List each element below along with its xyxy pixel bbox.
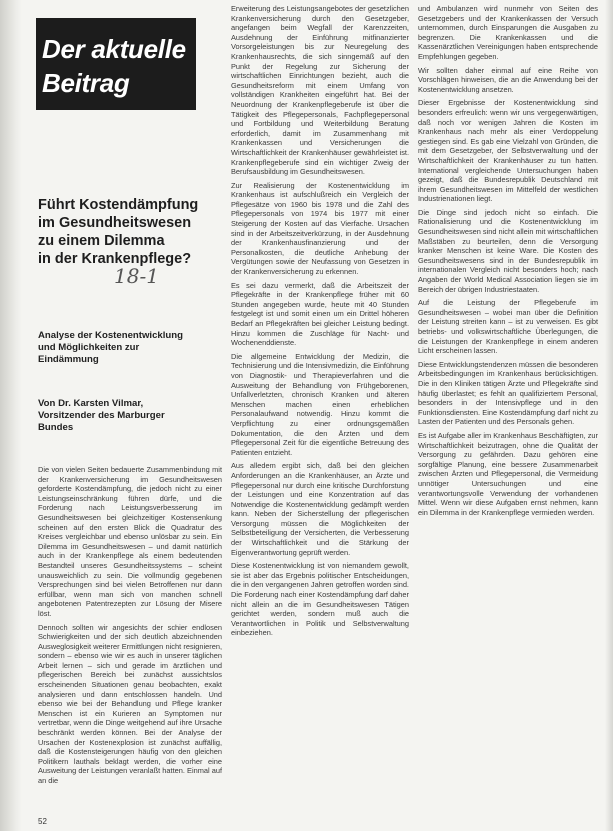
paragraph: Wir sollten daher einmal auf eine Reihe von Vorschlägen hinweisen, die an die Anwendung bei der Kostenentwicklung ansetzen. [418,65,598,94]
headline-line: in der Krankenpflege? [38,251,192,267]
text-column-left [38,465,222,817]
author-byline [38,398,228,434]
banner-line-2: Beitrag [42,68,130,98]
headline-line: Führt Kostendämpfung [38,197,199,213]
paragraph: Diese Kostenentwicklung ist von niemandem gewollt, sie ist aber das Ergebnis politischer Entscheidungen, die in den vergangenen Jahren getroffen worden sind. Die Forderung nach einer Kostendämpfung darf daher nicht allein an die im Gesundheitswesen Tätigen gerichtet werden, sondern muß auch die Verantwortlichen in Politik und Selbstverwaltung einbeziehen. [231,561,409,638]
handwritten-note: 18-1 [114,264,159,288]
paragraph: und Ambulanzen wird nunmehr von Seiten des Gesetzgebers und der Krankenkassen der Versuch unternommen, durch Einsparungen die Ausgaben zu begrenzen. Die Krankenkassen und die Kassenärztlichen Vereinigungen haben entsprechende Empfehlungen gegeben. [418,4,598,61]
headline-line: im Gesundheitswesen [38,215,192,231]
paragraph: Die Dinge sind jedoch nicht so einfach. Die Rationalisierung und die Kostenentwicklung im Gesundheitswesen sind nicht allein mit wirtschaftlichen Maßstäben zu beurteilen, denn die Versorgung kranker Menschen ist keine Ware. Die Kosten des Gesundheitswesens sind in der Bundesrepublik im internationalen Vergleich nicht besonders hoch; nach Angaben der World Medical Association liegen sie im Bereich der übrigen Industriestaaten. [418,207,598,294]
paragraph: Es sei dazu vermerkt, daß die Arbeitszeit der Pflegekräfte in der Krankenpflege früher mit 60 Stunden angegeben wurde, heute mit 40 Stunden festgelegt ist und somit einen um ein Drittel höheren Bedarf an Pflegekräften bei gleicher Leistung bedingt. Hinzu kommen die Zuschläge für Nacht- und Wochenenddienste. [231,280,409,348]
article-subhead [38,330,228,366]
paragraph: Die von vielen Seiten bedauerte Zusammenbindung mit der Krankenversicherung im Gesundheitswesen geforderte Kostendämpfung, die jedoch nicht zu einer Leistungseinschränkung führen dürfe, und die Forderung nach Leistungsverbesserung im Gesundheitswesen bei gleichzeitiger Kostensenkung scheinen auf den ersten Blick die Quadratur des Kreises vergleichbar und ebenso unlösbar zu sein. Ein Dilemma im Gesundheitswesen – und damit natürlich auch in der Krankenpflege als einem bedeutenden Bestandteil unseres Gesundheitssystems – scheint unausweichlich zu sein. Die vollmundig gegebenen Versprechungen sind bei vielen Betroffenen nur dann erfüllbar, wenn man sich von manchen schnell angebotenen Patentrezepten zur Lösung der Misere löst. [38,465,222,618]
paragraph: Diese Entwicklungstendenzen müssen die besonderen Arbeitsbedingungen im Krankenhaus berücksichtigen. Die in den Kliniken tätigen Ärzte und Pflegekräfte sind häufig überlastet; es fehlt an qualifiziertem Personal, besonders in der Intensivpflege und in den Funktionsdiensten. Eine Kostendämpfung darf nicht zu Lasten der Patienten und des Personals gehen. [418,359,598,427]
paragraph: Dennoch sollten wir angesichts der schier endlosen Schwierigkeiten und der sich deutlich abzeichnenden Ausweglosigkeit weiterer Ermittlungen nicht resignieren, sondern – ebenso wie wir es auch in unserer täglichen Arbeit lernen – sich und gerade im ärztlichen und pflegerischen Bereich bei zunächst aussichtslos erscheinenden Situationen genau beobachten, exakt analysieren und dann entschlossen handeln. Und ebenso wie bei der Behandlung und Pflege kranker Menschen ist ein Kurieren an Symptomen nur vertretbar, wenn die Dinge weitgehend auf ihre Ursache beschränkt werden können. Bei der Analyse der Ursachen der Kostenexplosion ist zunächst auffällig, daß die Kostensteigerungen häufig von den gleichen Politikern lauthals beklagt werden, die vorher eine Ausweitung der Leistungen veranlaßt hatten. Einmal auf an die [38,622,222,785]
subhead-line: Analyse der Kostenentwicklung [38,330,184,341]
paragraph: Auf die Leistung der Pflegeberufe im Gesundheitswesen – wobei man über die Definition der Leistung streiten kann – ist zu verweisen. Es gibt betriebs- und volkswirtschaftliche Überlegungen, die die Leistungen der Krankenpflege in einem anderen Licht erscheinen lassen. [418,298,598,356]
section-banner [36,18,196,110]
byline-line: Vorsitzender des Marburger [38,410,165,421]
paragraph: Aus alledem ergibt sich, daß bei den gleichen Anforderungen an die Krankenhäuser, an Ärzte und Pflegepersonal nur durch eine kritische Durchforstung der Leistungen und eine Konzentration auf das Notwendige die Kostenentwicklung gedämpft werden kann. Neben der Sicherstellung der pflegerischen Versorgung müssen die Möglichkeiten der Selbstbeteiligung der Versicherten, die Verbesserung der Wirtschaftlichkeit und die Stärkung der Eigenverantwortung geprüft werden. [231,461,409,557]
paragraph: Die allgemeine Entwicklung der Medizin, die Technisierung und die Intensivmedizin, die Einführung von Diagnostik- und Therapieverfahren und die Ausweitung der Behandlung von Frühgeborenen, Unfallverletzten, chronisch Kranken und älteren Menschen machen einen erheblichen Personalaufwand notwendig. Hinzu kommt die Verpflichtung zu einer ordnungsgemäßen Dokumentation, die den Ärzten und dem Pflegepersonal Zeit für die eigentliche Betreuung des Patienten entzieht. [231,351,409,457]
subhead-line: und Möglichkeiten zur [38,342,140,353]
banner-line-1: Der aktuelle [42,34,186,64]
paragraph: Dieser Ergebnisse der Kostenentwicklung sind besonders erfreulich: wenn wir uns vergegenwärtigen, daß noch vor wenigen Jahren die Kosten im Krankenhaus nach mehr als einer Verdoppelung gestiegen sind. Es gab eine Vielzahl von Gründen, die mit dem Gesetzgeber, der Selbstverwaltung und der Wirtschaftlichkeit der Krankenhäuser zu tun hatten. International vergleichende Untersuchungen haben gezeigt, daß die Bundesrepublik Deutschland mit ihrem Gesundheitswesen im Mittelfeld der westlichen Industrienationen liegt. [418,98,598,204]
paragraph: Zur Realisierung der Kostenentwicklung im Krankenhaus ist aufschlußreich ein Vergleich der Pflegesätze von 1960 bis 1978 und die Zahl des Pflegepersonals von 1974 bis 1977 mit einer Steigerung der Kosten auf das Vierfache. Ursachen sind in der Arbeitszeitverkürzung, in der Ausdehnung der Krankenhausfinanzierung und der Personalkosten, die deutliche Anhebung der Vergütungen sowie der Neufassung von Gesetzen in der Krankenversicherung zu erkennen. [231,180,409,277]
byline-line: Bundes [38,422,74,433]
scan-edge-right [605,0,613,831]
headline-line: zu einem Dilemma [38,233,165,249]
subhead-line: Eindämmung [38,354,99,365]
paragraph: Es ist Aufgabe aller im Krankenhaus Beschäftigten, zur Wirtschaftlichkeit beizutragen, ohne die Qualität der Versorgung zu gefährden. Dazu gehören eine sorgfältige Planung, eine bessere Zusammenarbeit zwischen Ärzten und Pflegepersonal, die Vermeidung unnötiger Untersuchungen und eine verantwortungsvolle Verwendung der vorhandenen Mittel. Wenn wir diese Aufgaben ernst nehmen, kann ein Dilemma in der Krankenpflege vermieden werden. [418,430,598,517]
article-headline [38,196,228,268]
paragraph: Erweiterung des Leistungsangebotes der gesetzlichen Krankenversicherung durch den Gesetzgeber, angefangen beim Wegfall der Karenzzeiten, Ausdehnung der Einführung mitfinanzierter Vorsorgeleistungen bis zur Neuregelung des Krankenhausrechts, die sich sinngemäß auf den Punkt der Regelung zur Sicherung der wirtschaftlichen Einrichtungen bezieht, auch die Gesundheitsreform mit einem Umfang von vollständigen Krankheiten eingeführt hat. Bei der Neuordnung der Krankenpflegeberufe ist über die Tätigkeit des Pflegepersonals, Fachpflegepersonal und Fortbildung und Weiterbildung Beratung erforderlich, damit im Zusammenhang mit Krankenkassen und Versicherungen die Wirtschaftlichkeit der Krankenhäuser gewährleistet ist. Krankenpflegeberufe sind ein wichtiger Zweig der Berufsausbildung im Gesundheitswesen. [231,4,409,177]
byline-line: Von Dr. Karsten Vilmar, [38,398,144,409]
scan-edge-left [0,0,22,831]
page-number: 52 [38,817,47,826]
text-column-right [418,4,598,826]
text-column-middle [231,4,409,826]
